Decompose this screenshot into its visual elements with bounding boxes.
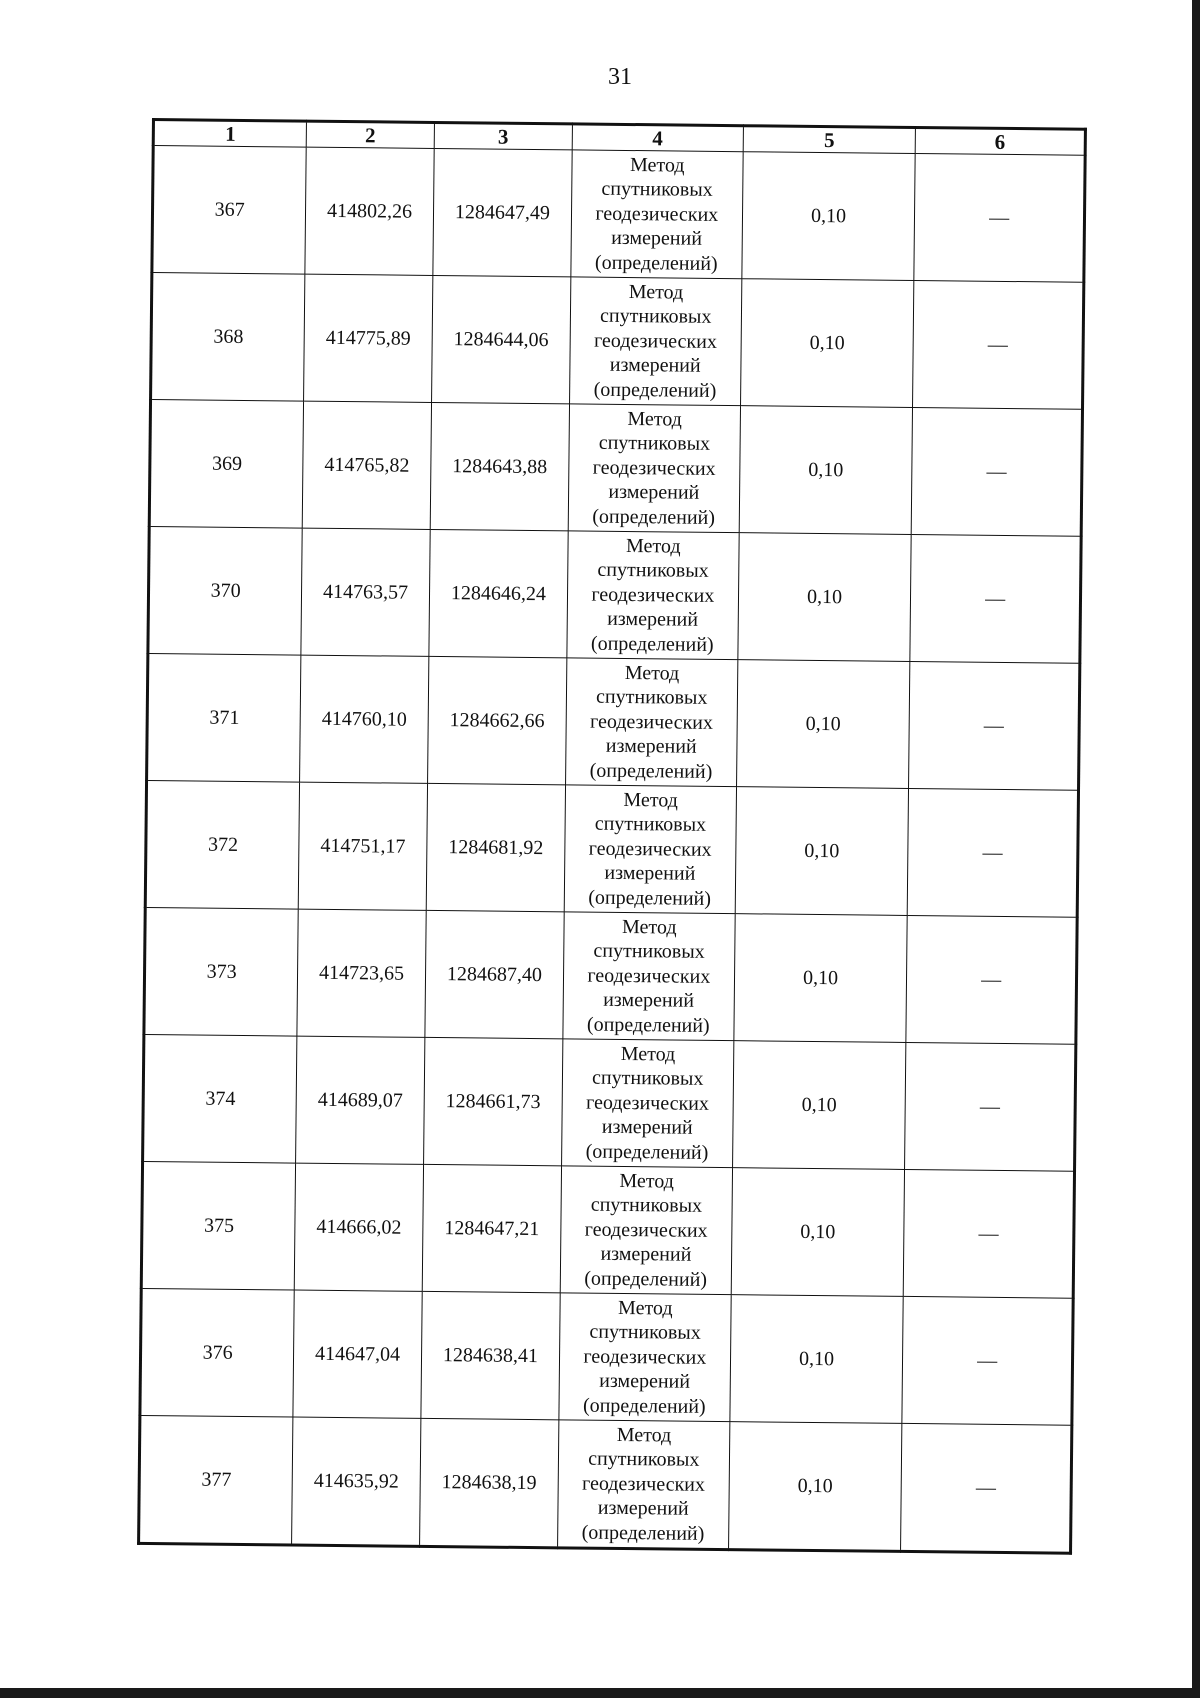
y-coordinate-cell: 1284647,49 bbox=[433, 148, 573, 276]
accuracy-cell: 0,10 bbox=[735, 787, 909, 916]
method-line: измерений bbox=[601, 1116, 693, 1139]
table-row bbox=[151, 273, 1084, 410]
y-coordinate-cell: 1284638,41 bbox=[421, 1291, 561, 1419]
y-coordinate-cell: 1284638,19 bbox=[419, 1418, 559, 1547]
method-line: Метод bbox=[619, 1169, 675, 1193]
method-line: измерений bbox=[599, 1370, 691, 1393]
accuracy-cell: 0,10 bbox=[733, 914, 907, 1043]
point-number-cell: 369 bbox=[149, 400, 304, 529]
y-coordinate-cell: 1284647,21 bbox=[422, 1164, 562, 1292]
note-cell: — bbox=[904, 1169, 1075, 1298]
point-number-cell: 368 bbox=[151, 273, 306, 402]
note-cell: — bbox=[905, 1042, 1076, 1171]
note-cell: — bbox=[914, 153, 1085, 282]
method-cell bbox=[562, 1039, 734, 1168]
method-line: измерений bbox=[603, 989, 695, 1012]
method-cell bbox=[558, 1420, 730, 1550]
column-header-6: 6 bbox=[916, 127, 1086, 155]
note-cell: — bbox=[906, 915, 1077, 1044]
point-number-cell: 367 bbox=[152, 146, 307, 275]
document-sheet bbox=[137, 118, 1087, 1555]
page-edge-bottom bbox=[0, 1688, 1200, 1698]
y-coordinate-cell: 1284646,24 bbox=[429, 529, 569, 657]
method-line: (определений) bbox=[592, 505, 716, 529]
method-cell bbox=[564, 785, 736, 914]
point-number-cell: 371 bbox=[147, 653, 302, 782]
y-coordinate-cell: 1284643,88 bbox=[430, 402, 570, 530]
note-cell: — bbox=[901, 1423, 1072, 1553]
point-number-cell: 375 bbox=[141, 1161, 296, 1290]
method-line: измерений bbox=[600, 1243, 692, 1266]
method-line: измерений bbox=[611, 227, 703, 251]
method-line: (определений) bbox=[589, 759, 713, 783]
method-line: геодезических bbox=[583, 1345, 707, 1369]
method-line: (определений) bbox=[593, 378, 717, 402]
method-line: (определений) bbox=[581, 1521, 705, 1545]
accuracy-cell: 0,10 bbox=[732, 1041, 906, 1170]
method-line: спутниковых bbox=[599, 304, 712, 329]
accuracy-cell: 0,10 bbox=[737, 533, 911, 662]
method-line: геодезических bbox=[589, 710, 714, 734]
table-row bbox=[147, 653, 1080, 790]
y-coordinate-cell: 1284644,06 bbox=[431, 275, 571, 403]
table-body bbox=[139, 146, 1086, 1554]
y-coordinate-cell: 1284681,92 bbox=[426, 783, 566, 911]
method-line: спутниковых bbox=[598, 431, 711, 456]
method-line: Метод bbox=[628, 280, 684, 304]
method-cell bbox=[560, 1166, 732, 1295]
table-row bbox=[139, 1415, 1072, 1553]
method-line: измерений bbox=[609, 354, 701, 378]
x-coordinate-cell: 414775,89 bbox=[304, 274, 433, 402]
accuracy-cell: 0,10 bbox=[740, 279, 914, 408]
method-line: (определений) bbox=[594, 251, 718, 275]
note-cell: — bbox=[908, 788, 1079, 917]
method-line: геодезических bbox=[591, 583, 715, 607]
method-cell bbox=[559, 1293, 731, 1422]
point-number-cell: 372 bbox=[145, 780, 300, 909]
method-line: спутниковых bbox=[588, 1447, 700, 1472]
accuracy-cell: 0,10 bbox=[739, 406, 913, 535]
method-line: измерений bbox=[605, 735, 697, 758]
x-coordinate-cell: 414765,82 bbox=[303, 401, 432, 529]
method-line: (определений) bbox=[590, 632, 714, 656]
table-row bbox=[144, 907, 1077, 1044]
method-line: геодезических bbox=[593, 329, 718, 353]
table-row bbox=[149, 400, 1082, 537]
method-line: измерений bbox=[597, 1496, 689, 1520]
accuracy-cell: 0,10 bbox=[728, 1422, 902, 1552]
method-line: Метод bbox=[620, 1042, 676, 1066]
table-row bbox=[145, 780, 1078, 917]
x-coordinate-cell: 414635,92 bbox=[292, 1417, 421, 1546]
method-line: (определений) bbox=[588, 886, 712, 910]
column-header-1: 1 bbox=[153, 120, 307, 148]
point-number-cell: 370 bbox=[148, 526, 303, 655]
method-line: измерений bbox=[607, 608, 699, 631]
column-header-5: 5 bbox=[743, 126, 916, 154]
x-coordinate-cell: 414802,26 bbox=[305, 147, 434, 275]
page-number: 31 bbox=[608, 64, 632, 90]
method-line: измерений bbox=[608, 481, 700, 505]
method-line: геодезических bbox=[588, 837, 712, 861]
method-line: (определений) bbox=[582, 1394, 706, 1418]
method-line: Метод bbox=[627, 407, 683, 431]
table-row bbox=[148, 526, 1081, 663]
table-row bbox=[152, 146, 1085, 283]
method-line: спутниковых bbox=[597, 558, 709, 583]
method-cell bbox=[570, 277, 742, 406]
y-coordinate-cell: 1284687,40 bbox=[425, 910, 565, 1038]
note-cell: — bbox=[902, 1296, 1073, 1425]
x-coordinate-cell: 414647,04 bbox=[293, 1290, 422, 1418]
column-header-3: 3 bbox=[434, 122, 572, 149]
point-number-cell: 373 bbox=[144, 907, 299, 1036]
note-cell: — bbox=[910, 534, 1081, 663]
table-row bbox=[141, 1161, 1074, 1298]
note-cell: — bbox=[913, 280, 1084, 409]
method-line: геодезических bbox=[585, 1091, 710, 1115]
y-coordinate-cell: 1284661,73 bbox=[423, 1037, 563, 1165]
method-cell bbox=[567, 531, 739, 660]
method-line: спутниковых bbox=[591, 1066, 704, 1091]
method-line: (определений) bbox=[584, 1267, 708, 1291]
method-cell bbox=[566, 658, 738, 787]
method-line: геодезических bbox=[592, 456, 716, 480]
method-line: спутниковых bbox=[590, 1193, 703, 1218]
table-row bbox=[143, 1034, 1076, 1171]
point-number-cell: 374 bbox=[143, 1034, 298, 1163]
method-line: спутниковых bbox=[601, 177, 713, 202]
method-cell bbox=[568, 404, 740, 533]
method-line: спутниковых bbox=[589, 1320, 701, 1345]
x-coordinate-cell: 414760,10 bbox=[300, 655, 429, 783]
method-line: спутниковых bbox=[595, 685, 708, 710]
note-cell: — bbox=[909, 661, 1080, 790]
method-line: спутниковых bbox=[593, 939, 705, 964]
x-coordinate-cell: 414723,65 bbox=[297, 909, 426, 1037]
column-header-4: 4 bbox=[572, 124, 743, 152]
note-cell: — bbox=[912, 407, 1083, 536]
method-line: Метод bbox=[624, 661, 680, 685]
method-line: Метод bbox=[629, 153, 685, 177]
method-line: Метод bbox=[616, 1423, 672, 1447]
point-number-cell: 377 bbox=[139, 1415, 294, 1545]
method-cell bbox=[571, 150, 743, 279]
method-line: геодезических bbox=[584, 1218, 708, 1242]
coordinates-table bbox=[137, 118, 1087, 1555]
method-line: (определений) bbox=[586, 1013, 710, 1037]
method-line: геодезических bbox=[595, 202, 719, 226]
accuracy-cell: 0,10 bbox=[729, 1295, 903, 1424]
accuracy-cell: 0,10 bbox=[741, 152, 915, 281]
column-header-2: 2 bbox=[307, 121, 435, 148]
method-line: геодезических bbox=[587, 964, 711, 988]
page-edge-right bbox=[1192, 0, 1200, 1698]
method-line: Метод bbox=[617, 1296, 673, 1320]
method-line: геодезических bbox=[581, 1472, 706, 1496]
x-coordinate-cell: 414689,07 bbox=[296, 1036, 425, 1164]
method-line: Метод bbox=[621, 915, 677, 939]
x-coordinate-cell: 414763,57 bbox=[301, 528, 430, 656]
method-line: Метод bbox=[623, 788, 679, 812]
y-coordinate-cell: 1284662,66 bbox=[427, 656, 567, 784]
method-line: (определений) bbox=[585, 1140, 709, 1164]
point-number-cell: 376 bbox=[140, 1288, 295, 1417]
x-coordinate-cell: 414751,17 bbox=[299, 782, 428, 910]
method-line: измерений bbox=[604, 862, 696, 885]
method-line: спутниковых bbox=[594, 812, 707, 837]
method-line: Метод bbox=[625, 534, 681, 558]
x-coordinate-cell: 414666,02 bbox=[295, 1163, 424, 1291]
table-row bbox=[140, 1288, 1073, 1425]
accuracy-cell: 0,10 bbox=[736, 660, 910, 789]
method-cell bbox=[563, 912, 735, 1041]
accuracy-cell: 0,10 bbox=[731, 1168, 905, 1297]
